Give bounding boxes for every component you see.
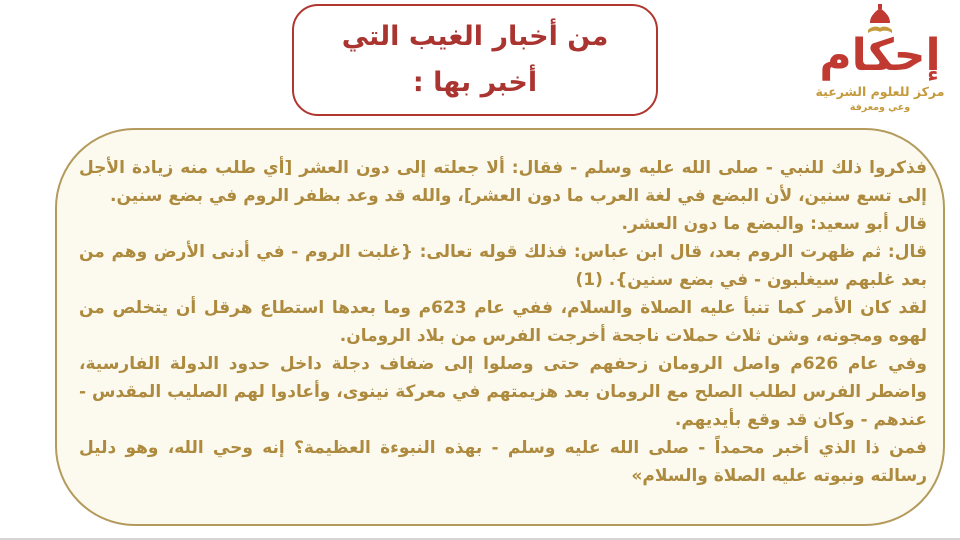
paragraph: قال أبو سعيد: والبضع ما دون العشر. bbox=[621, 214, 927, 234]
paragraph: قال: ثم ظهرت الروم بعد، قال ابن عباس: فذلك قوله تعالى: {غلبت الروم - في أدنى الأرض وهم من بعد غلبهم سيغلبون - في بضع سنين}. (1) bbox=[79, 242, 927, 290]
paragraph: فمن ذا الذي أخبر محمداً - صلى الله عليه وسلم - بهذه النبوءة العظيمة؟ إنه وحي الله، وهو دليل رسالته ونبوته عليه الصلاة والسلام» bbox=[79, 438, 927, 486]
title-box bbox=[292, 4, 658, 116]
logo-mark bbox=[819, 4, 940, 80]
page-title-line-2: أخبر بها : bbox=[412, 67, 538, 98]
logo-wordmark: إحكام bbox=[819, 30, 941, 81]
logo-subtagline: وعي ومعرفة bbox=[849, 102, 911, 113]
page-title-line-1: من أخبار الغيب التي bbox=[341, 21, 609, 52]
ihkam-logo bbox=[812, 4, 948, 113]
logo-tagline: مركز للعلوم الشرعية bbox=[815, 84, 945, 99]
content-text bbox=[79, 154, 927, 490]
content-panel bbox=[55, 128, 945, 526]
paragraph: فذكروا ذلك للنبي - صلى الله عليه وسلم - فقال: ألا جعلته إلى دون العشر [أي طلب منه زيادة الأجل إلى تسع سنين، لأن البضع في لغة العرب ما دون العشر]، والله قد وعد بظفر الروم في بضع سنين. bbox=[79, 158, 927, 206]
paragraph: لقد كان الأمر كما تنبأ عليه الصلاة والسلام، ففي عام 623م وما بعدها استطاع هرقل أن يتخلص من لهوه ومجونه، وشن ثلاث حملات ناجحة أخرجت الفرس من بلاد الرومان. bbox=[79, 298, 927, 346]
paragraph: وفي عام 626م واصل الرومان زحفهم حتى وصلوا إلى ضفاف دجلة داخل حدود الدولة الفارسية، واضطر الفرس لطلب الصلح مع الرومان بعد هزيمتهم في معركة نينوى، وأعادوا لهم الصليب المقدس - عندهم - وكان قد وقع بأيديهم. bbox=[79, 354, 927, 430]
